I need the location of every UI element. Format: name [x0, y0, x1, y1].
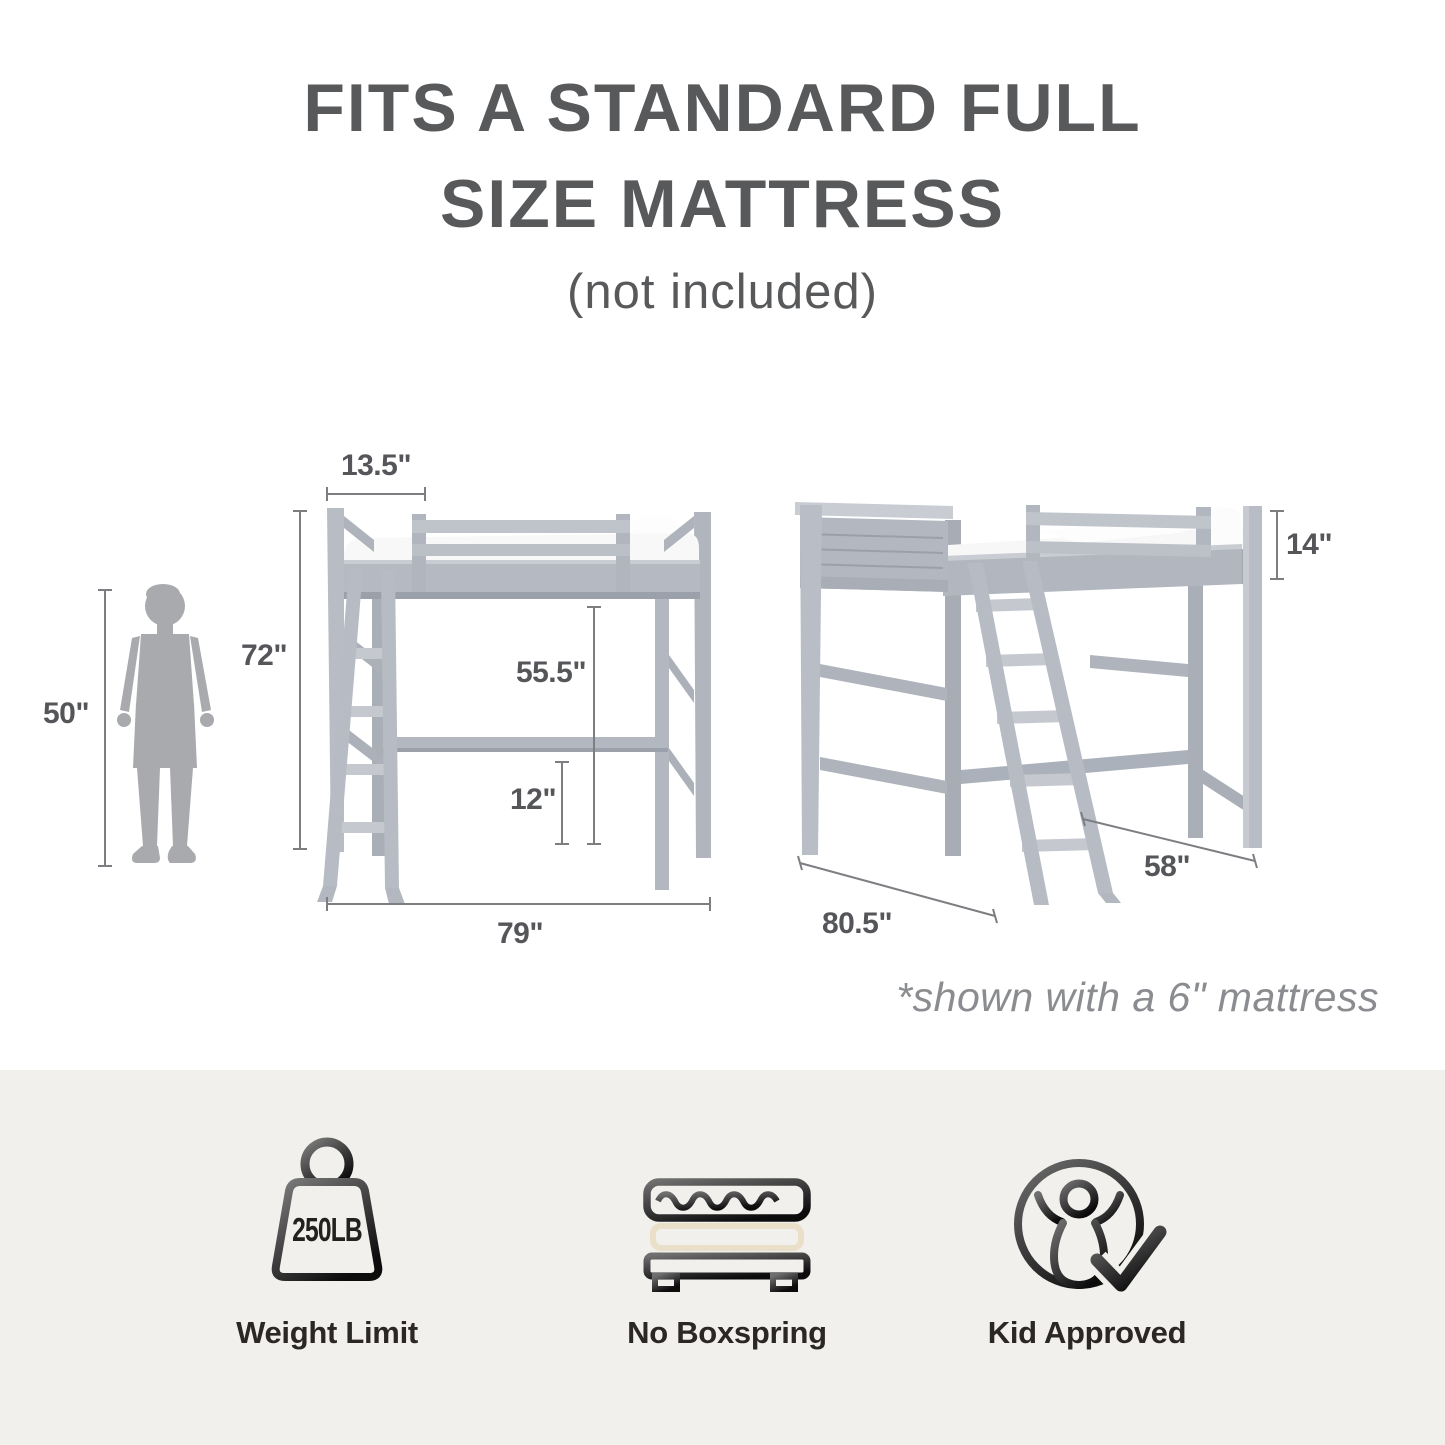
kid-approved-icon — [1007, 1150, 1167, 1309]
weight-250lb-icon — [260, 1136, 394, 1301]
feature-label-no-boxspring: No Boxspring — [627, 1315, 827, 1350]
title-line-2: SIZE MATTRESS — [440, 166, 1005, 242]
dimension-child-height: 50" — [42, 697, 90, 730]
dimension-ladder-top-depth: 13.5" — [340, 449, 412, 482]
dimension-overall-height: 72" — [240, 639, 288, 672]
dimension-crossbar-height: 12" — [509, 783, 557, 816]
dimension-length: 80.5" — [821, 907, 893, 940]
no-boxspring-icon — [643, 1178, 811, 1301]
side-view-bed — [317, 508, 711, 904]
child-silhouette — [117, 584, 214, 863]
feature-label-weight-limit: Weight Limit — [236, 1315, 418, 1350]
dimension-overall-length: 79" — [496, 917, 544, 950]
dimension-guardrail-height: 14" — [1285, 528, 1333, 561]
angled-view-bed — [795, 502, 1262, 905]
feature-label-kid-approved: Kid Approved — [987, 1315, 1187, 1350]
title-line-1: FITS A STANDARD FULL — [303, 70, 1142, 146]
dimension-width: 58" — [1143, 850, 1191, 883]
dimension-clearance-height: 55.5" — [515, 656, 587, 689]
weight-icon-text: 250LB — [292, 1212, 362, 1249]
title-subtitle: (not included) — [567, 265, 878, 319]
mattress-note: *shown with a 6" mattress — [896, 974, 1379, 1020]
